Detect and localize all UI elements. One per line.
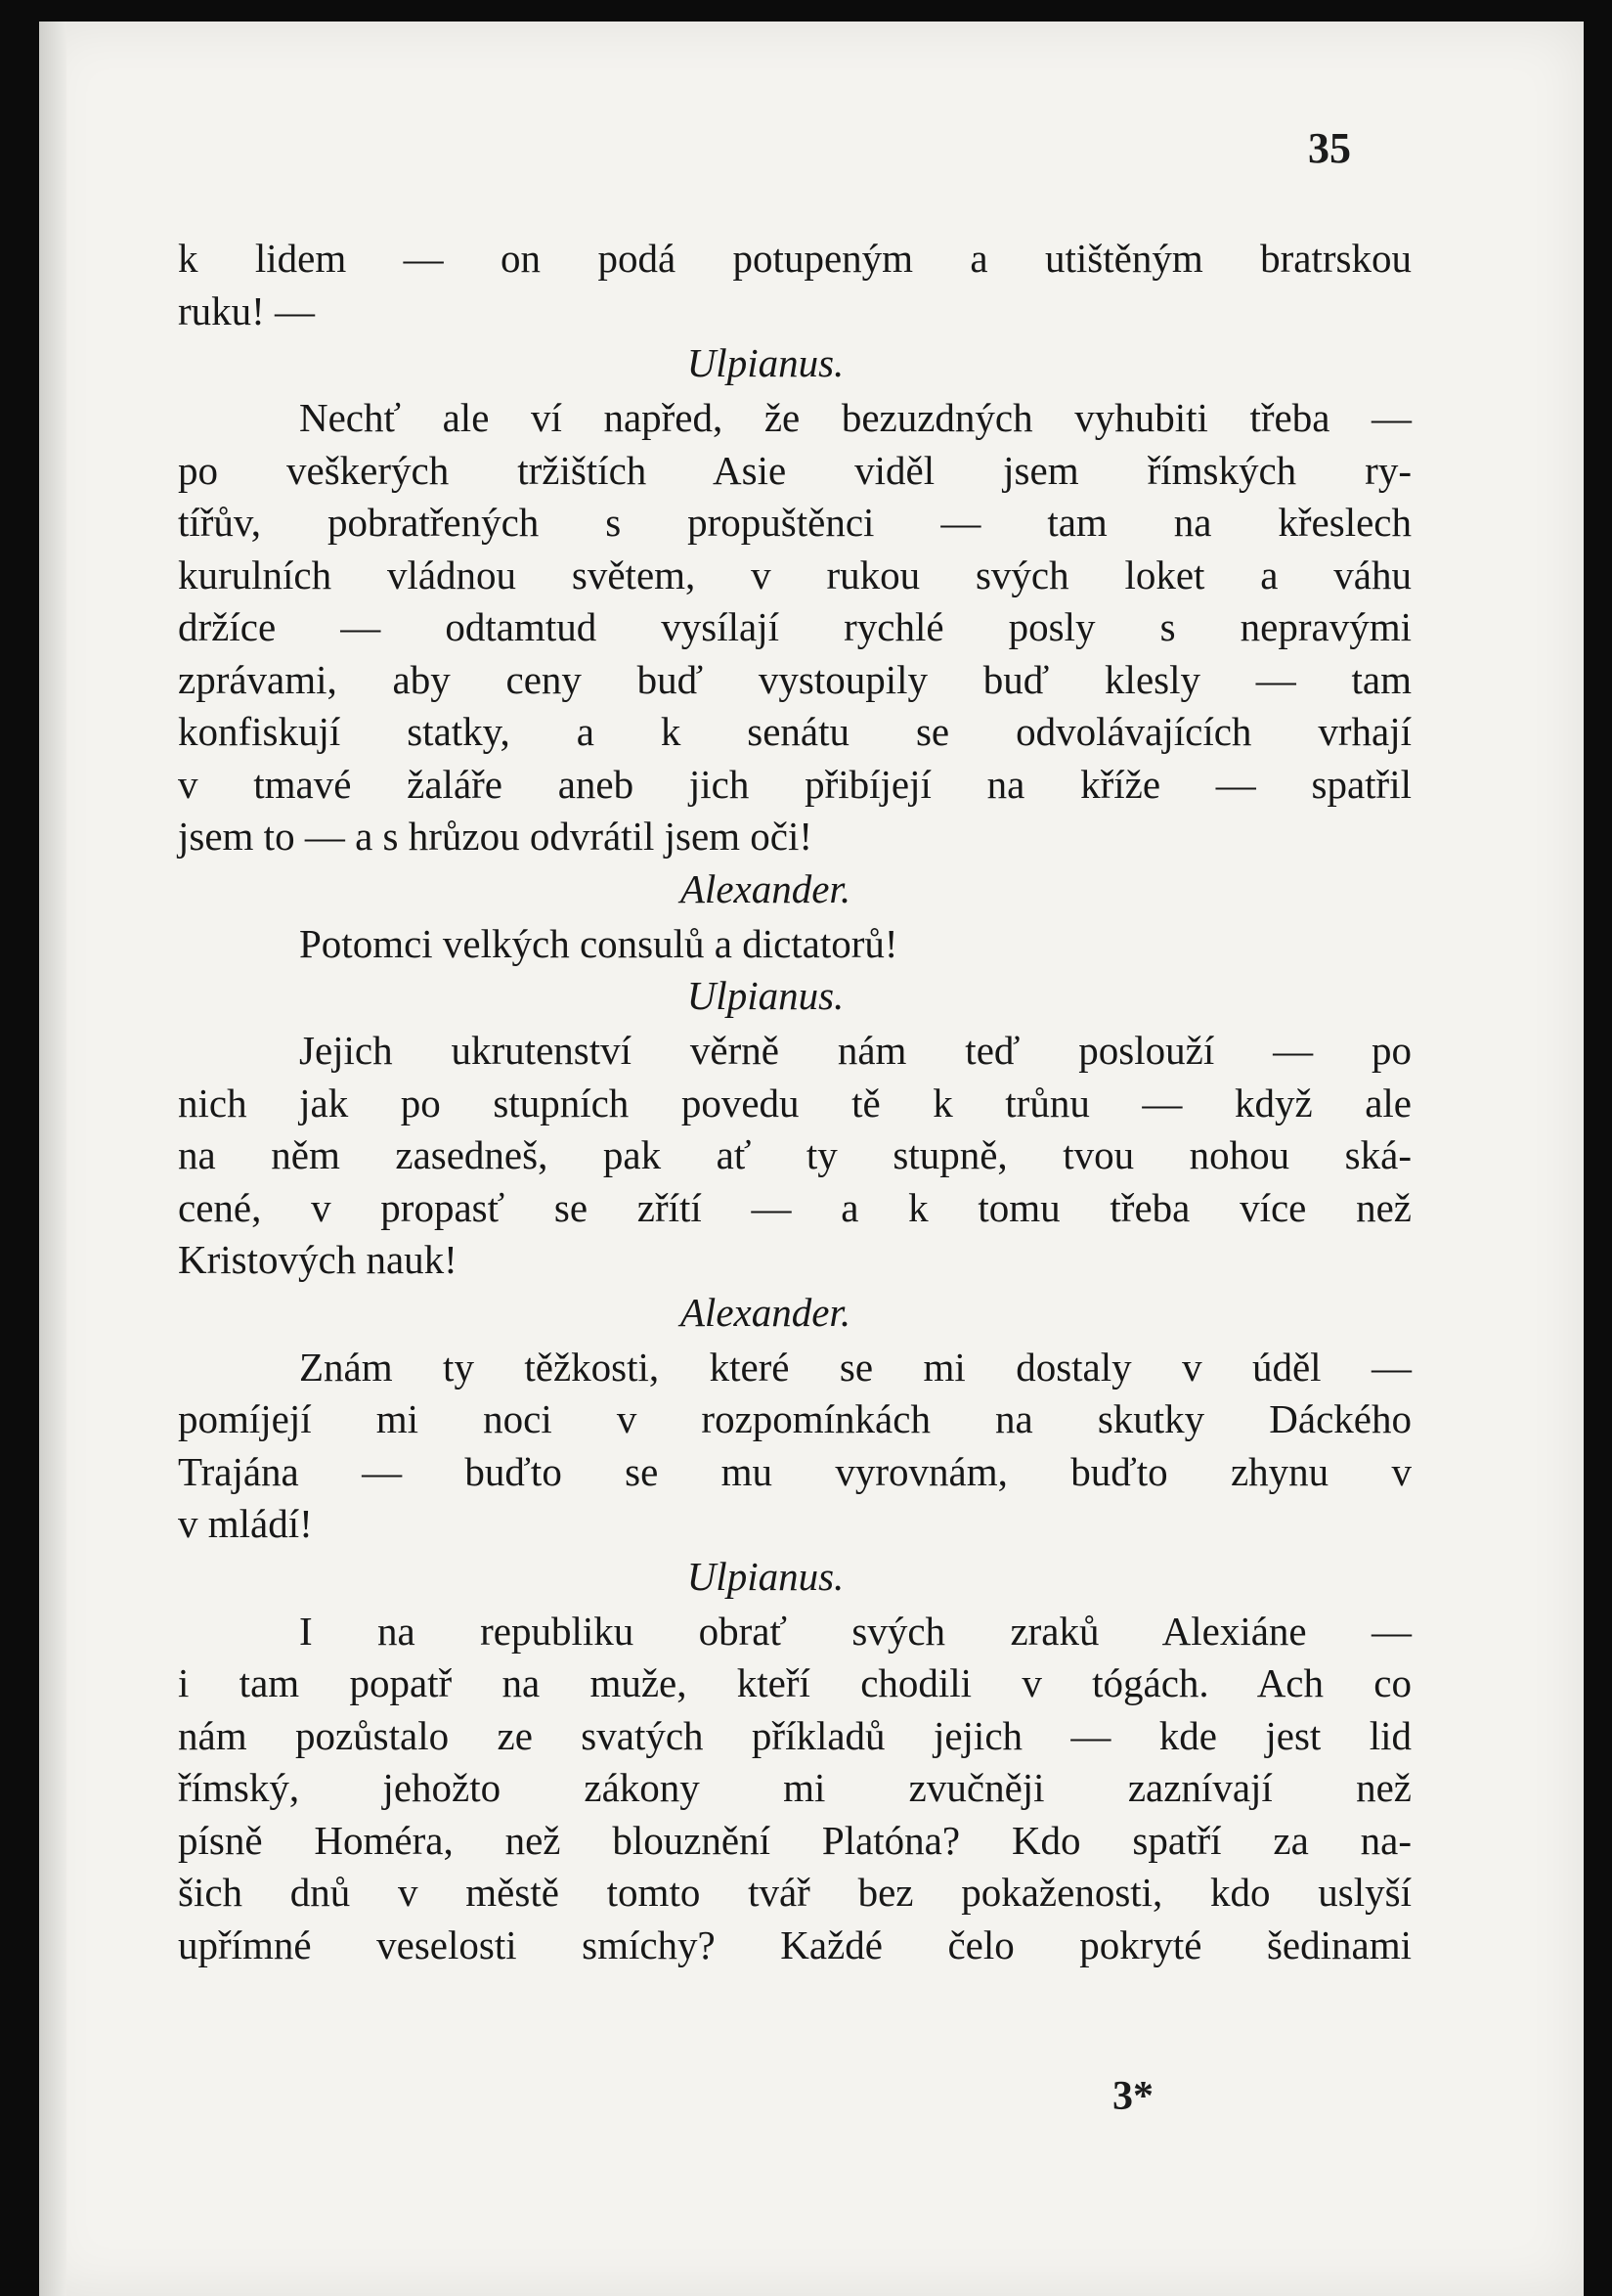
text-line: ruku! —	[178, 287, 316, 333]
speaker-name: Ulpianus.	[686, 1553, 845, 1599]
text-line: tířův, pobratřených s propuštěnci — tam na křeslech	[178, 500, 1412, 545]
text-line: konfiskují statky, a k senátu se odvolávajících vrhají	[178, 709, 1412, 754]
text-line: v mládí!	[178, 1501, 313, 1546]
text-line: římský, jehožto zákony mi zvučněji zaznívají než	[178, 1765, 1412, 1810]
text-line: Jejich ukrutenství věrně nám teď poslouží — po	[299, 1028, 1412, 1073]
text-line: písně Homéra, než blouznění Platóna? Kdo spatří za na-	[178, 1817, 1412, 1863]
text-line: upřímné veselosti smíchy? Každé čelo pokryté šedinami	[178, 1921, 1412, 1967]
text-line: k lidem — on podá potupeným a utištěným bratrskou	[178, 236, 1412, 281]
page-spine-shadow	[39, 22, 66, 2296]
signature-mark: 3*	[1112, 2074, 1154, 2119]
text-line: zprávami, aby ceny buď vystoupily buď klesly — tam	[178, 656, 1412, 702]
text-line: Znám ty těžkosti, které se mi dostaly v úděl —	[299, 1344, 1412, 1390]
text-line: držíce — odtamtud vysílají rychlé posly s nepravými	[178, 604, 1412, 649]
page-sheet	[39, 22, 1584, 2296]
text-line: v tmavé žaláře aneb jich přibíjejí na kříže — spatřil	[178, 761, 1412, 807]
text-line: Kristových nauk!	[178, 1237, 457, 1282]
text-line: nich jak po stupních povedu tě k trůnu — když ale	[178, 1080, 1412, 1126]
speaker-name: Alexander.	[679, 865, 851, 911]
text-line: šich dnů v městě tomto tvář bez pokaženosti, kdo uslyší	[178, 1870, 1412, 1915]
speaker-name: Ulpianus.	[686, 973, 845, 1018]
text-line: Trajána — buďto se mu vyrovnám, buďto zhynu v	[178, 1448, 1412, 1494]
text-line: i tam popatř na muže, kteří chodili v tógách. Ach co	[178, 1660, 1412, 1705]
speaker-name: Alexander.	[679, 1289, 851, 1335]
text-line: jsem to — a s hrůzou odvrátil jsem oči!	[178, 814, 813, 859]
text-line: po veškerých tržištích Asie viděl jsem římských ry-	[178, 447, 1412, 493]
text-line: cené, v propasť se zřítí — a k tomu třeba více než	[178, 1184, 1412, 1230]
text-line: Nechť ale ví napřed, že bezuzdných vyhubiti třeba —	[299, 395, 1412, 440]
text-line: I na republiku obrať svých zraků Alexiáne —	[299, 1608, 1412, 1654]
text-line: pomíjejí mi noci v rozpomínkách na skutky Dáckého	[178, 1396, 1412, 1441]
dialogue-text	[178, 233, 1412, 1971]
text-line: na něm zasedneš, pak ať ty stupně, tvou nohou ská-	[178, 1132, 1412, 1177]
text-line: kurulních vládnou světem, v rukou svých loket a váhu	[178, 552, 1412, 597]
text-line: Potomci velkých consulů a dictatorů!	[299, 920, 898, 966]
text-line: nám pozůstalo ze svatých příkladů jejich — kde jest lid	[178, 1712, 1412, 1758]
speaker-name: Ulpianus.	[686, 340, 845, 385]
page-number: 35	[1308, 124, 1351, 172]
